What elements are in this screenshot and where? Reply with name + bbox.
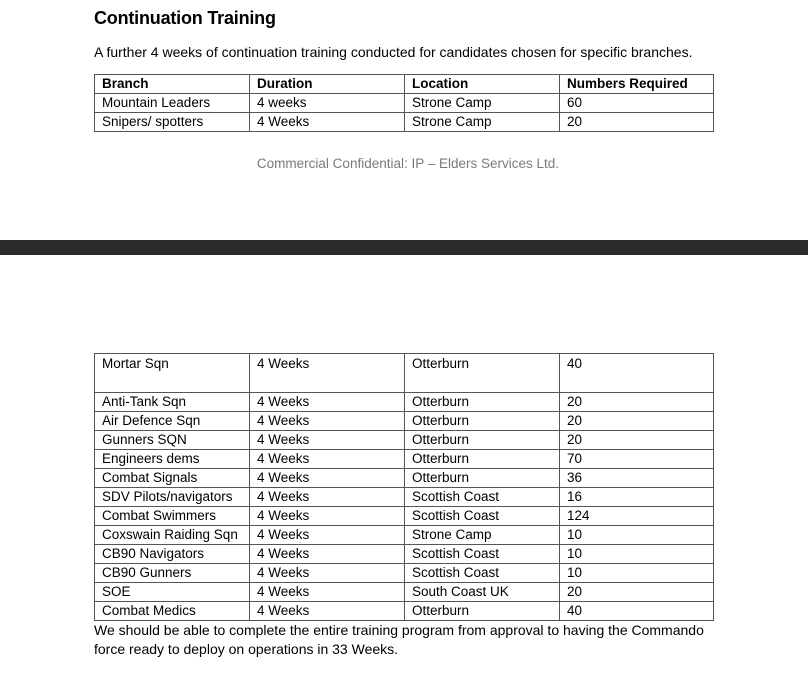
cell-duration: 4 Weeks [250,469,405,488]
cell-numbers: 16 [560,488,714,507]
cell-location: Strone Camp [405,113,560,132]
cell-branch: Air Defence Sqn [95,412,250,431]
header-duration: Duration [250,75,405,94]
cell-location: Scottish Coast [405,564,560,583]
cell-location: Scottish Coast [405,507,560,526]
branch-training-table [94,353,714,621]
cell-location: Otterburn [405,602,560,621]
cell-branch: Mortar Sqn [95,354,250,393]
table-row [95,354,714,393]
cell-location: Otterburn [405,431,560,450]
table-row [95,431,714,450]
cell-branch: Combat Swimmers [95,507,250,526]
cell-numbers: 10 [560,526,714,545]
intro-paragraph: A further 4 weeks of continuation training conducted for candidates chosen for specific branches. [94,44,693,60]
cell-numbers: 36 [560,469,714,488]
table-row [95,469,714,488]
confidential-footer: Commercial Confidential: IP – Elders Services Ltd. [256,156,560,171]
cell-location: Otterburn [405,469,560,488]
cell-location: Otterburn [405,393,560,412]
cell-numbers: 60 [560,94,714,113]
table-row [95,526,714,545]
cell-numbers: 20 [560,412,714,431]
cell-numbers: 20 [560,431,714,450]
cell-location: Scottish Coast [405,545,560,564]
table-row [95,488,714,507]
cell-duration: 4 Weeks [250,113,405,132]
cell-location: Otterburn [405,412,560,431]
cell-duration: 4 Weeks [250,450,405,469]
cell-branch: SDV Pilots/navigators [95,488,250,507]
cell-duration: 4 Weeks [250,602,405,621]
cell-numbers: 40 [560,354,714,393]
cell-numbers: 10 [560,564,714,583]
cell-location: Strone Camp [405,94,560,113]
cell-duration: 4 Weeks [250,412,405,431]
table-row [95,412,714,431]
cell-branch: CB90 Navigators [95,545,250,564]
cell-duration: 4 Weeks [250,488,405,507]
cell-branch: Snipers/ spotters [95,113,250,132]
cell-duration: 4 Weeks [250,354,405,393]
cell-numbers: 20 [560,113,714,132]
cell-numbers: 20 [560,393,714,412]
closing-paragraph: We should be able to complete the entire training program from approval to having the Commando force ready to deploy on operations in 33 Weeks. [94,622,704,657]
cell-duration: 4 Weeks [250,583,405,602]
table-row [95,507,714,526]
cell-location: South Coast UK [405,583,560,602]
cell-location: Strone Camp [405,526,560,545]
cell-branch: Gunners SQN [95,431,250,450]
cell-numbers: 124 [560,507,714,526]
table-row [95,450,714,469]
header-location: Location [405,75,560,94]
page-divider [0,240,808,255]
table-row [95,564,714,583]
cell-location: Scottish Coast [405,488,560,507]
table-row [95,583,714,602]
cell-branch: Mountain Leaders [95,94,250,113]
cell-branch: Anti-Tank Sqn [95,393,250,412]
cell-branch: Coxswain Raiding Sqn [95,526,250,545]
cell-duration: 4 Weeks [250,393,405,412]
cell-duration: 4 Weeks [250,431,405,450]
cell-numbers: 40 [560,602,714,621]
cell-branch: Engineers dems [95,450,250,469]
table-body [95,354,714,621]
table-row [95,94,714,113]
table-row [95,545,714,564]
cell-numbers: 70 [560,450,714,469]
cell-branch: Combat Signals [95,469,250,488]
cell-branch: SOE [95,583,250,602]
cell-duration: 4 Weeks [250,564,405,583]
cell-location: Otterburn [405,354,560,393]
table-row [95,602,714,621]
cell-location: Otterburn [405,450,560,469]
header-numbers-required: Numbers Required [560,75,714,94]
cell-duration: 4 weeks [250,94,405,113]
continuation-training-table [94,74,714,132]
table-row [95,393,714,412]
section-heading: Continuation Training [94,8,276,28]
table-header-row [95,75,714,94]
cell-duration: 4 Weeks [250,545,405,564]
header-branch: Branch [95,75,250,94]
cell-numbers: 20 [560,583,714,602]
cell-numbers: 10 [560,545,714,564]
table-row [95,113,714,132]
cell-branch: Combat Medics [95,602,250,621]
cell-branch: CB90 Gunners [95,564,250,583]
cell-duration: 4 Weeks [250,507,405,526]
cell-duration: 4 Weeks [250,526,405,545]
